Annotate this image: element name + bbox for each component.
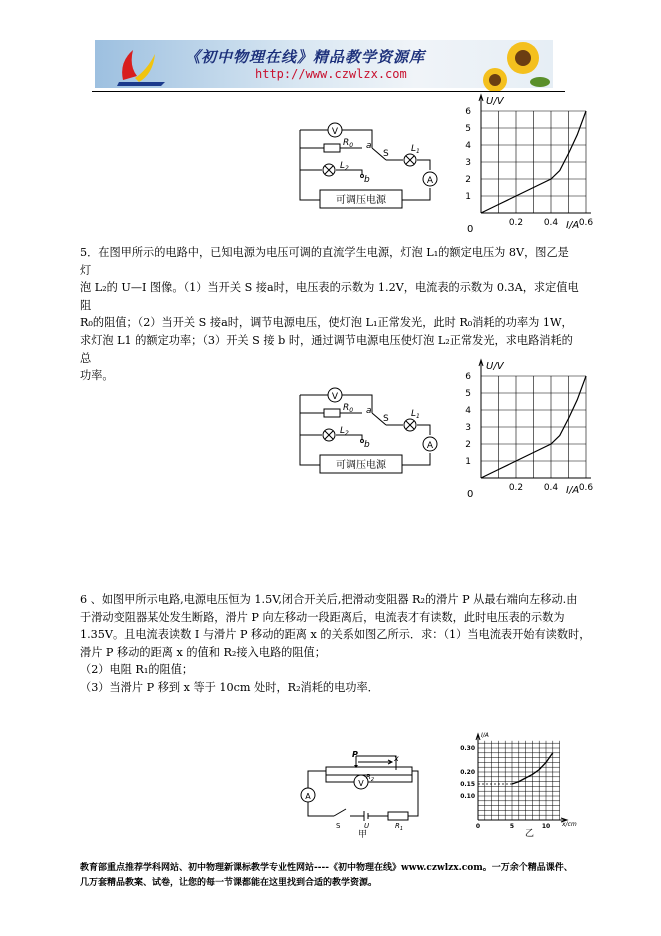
y-axis-label: U/V: [486, 361, 504, 372]
y-tick-label: 1: [465, 457, 471, 467]
figure-caption-jia: 甲: [358, 830, 368, 840]
x-tick-label: 0.2: [508, 218, 524, 228]
question-6: [80, 591, 600, 697]
x-tick-label: 5: [509, 823, 515, 830]
x-axis-label: I/A: [566, 220, 580, 231]
banner-url[interactable]: http://www.czwlzx.com: [255, 67, 407, 81]
r2-label: $R_2$: [366, 773, 375, 783]
q5-line: 功率。: [80, 369, 114, 383]
switch-label: S: [383, 414, 389, 424]
y-tick-label: 0.10: [460, 793, 475, 800]
resistor-r0-icon: [324, 409, 340, 417]
terminal-a-label: a: [366, 406, 372, 416]
x-axis-label: x/cm: [562, 821, 577, 828]
y-tick-label: 3: [465, 158, 471, 168]
footer-line: 教育部重点推荐学科网站、初中物理新课标教学专业性网站----《初中物理在线》www.czwlzx.com。一万余个精品课件、: [80, 863, 573, 873]
q6-line: 1.35V。且电流表读数 I 与滑片 P 移动的距离 x 的关系如图乙所示．求：（1）当电流表开始有读数时，: [80, 628, 591, 642]
x-tick-label: 0.4: [543, 218, 559, 228]
voltmeter-label: V: [331, 127, 339, 137]
terminal-b-label: b: [364, 175, 370, 185]
y-axis-label: I/A: [481, 732, 489, 739]
r1-label: $R_1$: [395, 822, 404, 832]
switch-label: S: [336, 822, 341, 830]
y-tick-label: 2: [465, 440, 471, 450]
ammeter-label: A: [426, 176, 434, 186]
y-tick-label: 5: [465, 124, 471, 134]
x-tick-label: 0: [475, 823, 481, 830]
x-tick-label: 0.6: [578, 218, 594, 228]
page-footer: [80, 861, 600, 891]
y-tick-label: 2: [465, 175, 471, 185]
figure-caption-yi: 乙: [525, 829, 535, 839]
l2-label: $L_2$: [340, 161, 349, 172]
x-tick-label: 0.6: [578, 483, 594, 493]
u-i-graph-2: [455, 357, 594, 500]
y-tick-label: 1: [465, 192, 471, 202]
y-tick-label: 6: [465, 372, 471, 382]
y-tick-label: 4: [465, 406, 471, 416]
q5-line: 5．在图甲所示的电路中，已知电源为电压可调的直流学生电源，灯泡 L₁的额定电压为 8V，图乙是灯: [80, 246, 569, 277]
y-tick-label: 0.20: [460, 769, 475, 776]
y-tick-label: 0.15: [460, 781, 475, 788]
y-axis-label: U/V: [486, 96, 504, 107]
voltmeter-label: V: [331, 392, 339, 402]
x-tick-label: 0.4: [543, 483, 559, 493]
y-tick-label: 6: [465, 107, 471, 117]
i-x-graph: [450, 728, 585, 840]
q6-line: 于滑动变阻器某处发生断路，滑片 P 向左移动一段距离后，电流表才有读数，此时电压表的示数为: [80, 610, 565, 624]
supply-label: 可调压电源: [336, 460, 386, 471]
l1-label: $L_1$: [411, 144, 420, 155]
x-axis-label: I/A: [566, 485, 580, 496]
l1-label: $L_1$: [411, 409, 420, 420]
x-tick-label: 10: [541, 823, 551, 830]
q5-line: 求灯泡 L1 的额定功率；（3）开关 S 接 b 时，通过调节电源电压使灯泡 L₂正常发光，求电路消耗的总: [80, 333, 573, 365]
footer-line: 几万套精品教案、试卷，让您的每一节课都能在这里找到合适的教学资源。: [80, 878, 378, 888]
origin-label: 0: [467, 489, 474, 500]
terminal-a-label: a: [366, 141, 372, 151]
q6-line: 滑片 P 移动的距离 x 的值和 R₂接入电路的阻值；: [80, 645, 326, 659]
y-tick-label: 4: [465, 141, 471, 151]
switch-label: S: [383, 149, 389, 159]
voltmeter-label: V: [358, 779, 364, 788]
l2-label: $L_2$: [340, 426, 349, 437]
ammeter-label: A: [426, 441, 434, 451]
u-i-graph-1: [455, 92, 594, 235]
logo-icon: [117, 50, 165, 86]
supply-label: 可调压电源: [336, 195, 386, 206]
y-tick-label: 3: [465, 423, 471, 433]
y-tick-label: 0.30: [460, 745, 475, 752]
resistor-r0-icon: [324, 144, 340, 152]
banner-title: 《初中物理在线》精品教学资源库: [185, 48, 426, 66]
y-tick-label: 5: [465, 389, 471, 399]
x-tick-label: 0.2: [508, 483, 524, 493]
ammeter-label: A: [305, 792, 311, 801]
q6-line: （3）当滑片 P 移到 x 等于 10cm 处时，R₂消耗的电功率．: [80, 680, 379, 694]
x-distance-label: x: [394, 754, 399, 763]
q5-line: R₀的阻值；（2）当开关 S 接a时，调节电源电压，使灯泡 L₁正常发光，此时 R₀消耗的功率为 1W，: [80, 316, 573, 330]
origin-label: 0: [467, 224, 474, 235]
header-banner: [95, 40, 553, 88]
sunflower-icon: [483, 42, 550, 92]
slider-p-label: P: [352, 750, 358, 759]
r0-label: $R_0$: [343, 403, 354, 414]
circuit-diagram-2: [290, 383, 450, 475]
q6-line: 6 、如图甲所示电路,电源电压恒为 1.5V,闭合开关后,把滑动变阻器 R₂的滑片 P 从最右端向左移动.由: [80, 593, 578, 606]
r0-label: $R_0$: [343, 138, 354, 149]
supply-label: U: [364, 822, 370, 830]
circuit-diagram-1: [290, 118, 450, 210]
q5-line: 泡 L₂的 U—I 图像。（1）当开关 S 接a时，电压表的示数为 1.2V，电流表的示数为 0.3A，求定值电阻: [80, 281, 579, 312]
q6-line: （2）电阻 R₁的阻值；: [80, 663, 194, 677]
circuit-diagram-6: [296, 746, 426, 838]
terminal-b-label: b: [364, 440, 370, 450]
